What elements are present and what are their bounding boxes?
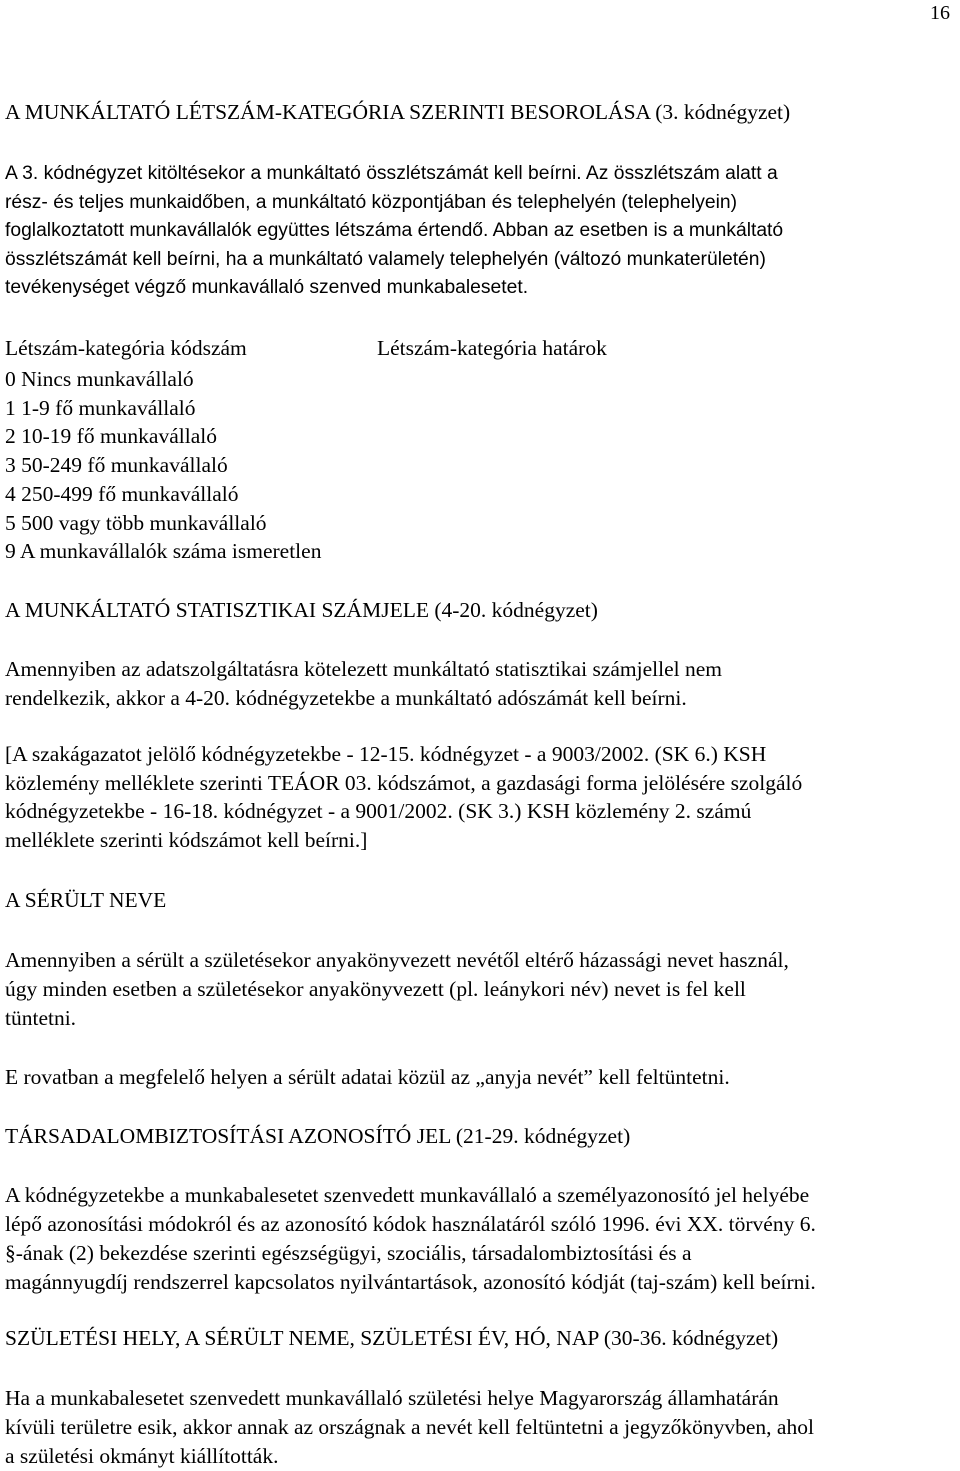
category-item: 0 Nincs munkavállaló [5,367,194,391]
category-item: 5 500 vagy több munkavállaló [5,510,267,535]
paragraph-line: a születési okmányt kiállították. [5,1444,279,1468]
paragraph-line: tevékenységet végző munkavállaló szenved munkabalesetet. [5,277,529,298]
paragraph-line: kívüli területre esik, akkor annak az országnak a nevét kell feltüntetni a jegyzőkönyvben, ahol [5,1415,814,1439]
paragraph-line: Ha a munkabalesetet szenvedett munkavállaló születési helye Magyarország államhatárán [5,1386,779,1410]
category-paragraph [5,160,960,303]
paragraph-line: Amennyiben a sérült a születésekor anyakönyvezett nevétől eltérő házassági nevet használ, [5,948,789,972]
section-heading-name: A SÉRÜLT NEVE [5,888,167,912]
stat-paragraph-1 [5,655,960,712]
paragraph-line: rész- és teljes munkaidőben, a munkáltató központjában és telephelyén (telephelyein) [5,191,738,213]
paragraph-line: [A szakágazatot jelölő kódnégyzetekbe - 12-15. kódnégyzet - a 9003/2002. (SK 6.) KSH [5,742,767,766]
category-item: 3 50-249 fő munkavállaló [5,453,228,478]
paragraph-line: tüntetni. [5,1006,77,1030]
paragraph-line: Amennyiben az adatszolgáltatásra kötelezett munkáltató statisztikai számjellel nem [5,657,722,681]
paragraph-line: rendelkezik, akkor a 4-20. kódnégyzetekbe a munkáltató adószámát kell beírni. [5,685,687,710]
page-number: 16 [930,2,950,24]
paragraph-line: melléklete szerinti kódszámot kell beírni.] [5,827,368,852]
category-item: 2 10-19 fő munkavállaló [5,424,217,449]
paragraph-line: A 3. kódnégyzet kitöltésekor a munkáltató összlétszámát kell beírni. Az összlétszám alatt a [5,163,778,184]
paragraph-line: kódnégyzetekbe - 16-18. kódnégyzet - a 9001/2002. (SK 3.) KSH közlemény 2. számú [5,799,752,823]
paragraph-line: úgy minden esetben a születésekor anyakönyvezett (pl. leánykori név) nevet is fel kell [5,977,746,1001]
name-paragraph-1 [5,946,960,1033]
table-header-code: Létszám-kategória kódszám [5,336,247,360]
section-heading-taj: TÁRSADALOMBIZTOSÍTÁSI AZONOSÍTÓ JEL (21-29. kódnégyzet) [5,1124,631,1148]
paragraph-line: A kódnégyzetekbe a munkabalesetet szenvedett munkavállaló a személyazonosító jel helyébe [5,1183,810,1207]
section-heading-category: A MUNKÁLTATÓ LÉTSZÁM-KATEGÓRIA SZERINTI BESOROLÁSA (3. kódnégyzet) [5,100,791,124]
category-item: 1 1-9 fő munkavállaló [5,395,196,420]
category-list [5,365,960,566]
paragraph-line: lépő azonosítási módokról és az azonosító kódok használatáról szóló 1996. évi XX. törvény 6. [5,1212,816,1236]
paragraph-line: §-ának (2) bekezdése szerinti egészségügyi, szociális, társadalombiztosítási és a [5,1241,692,1265]
paragraph-line: összlétszámát kell beírni, ha a munkáltató valamely telephelyén (változó munkaterületén) [5,248,766,270]
paragraph-line: magánnyugdíj rendszerrel kapcsolatos nyilvántartások, azonosító kódját (taj-szám) kell beírni. [5,1270,816,1294]
taj-paragraph [5,1181,960,1297]
birth-paragraph [5,1384,960,1471]
stat-paragraph-2 [5,740,960,854]
paragraph-line: közlemény melléklete szerinti TEÁOR 03. kódszámot, a gazdasági forma jelölésére szolgáló [5,770,803,795]
category-item: 4 250-499 fő munkavállaló [5,481,239,506]
name-paragraph-2: E rovatban a megfelelő helyen a sérült adatai közül az „anyja nevét” kell feltüntetni. [5,1065,730,1089]
table-header-limits: Létszám-kategória határok [377,336,607,360]
category-item: 9 A munkavállalók száma ismeretlen [5,539,322,564]
section-heading-stat: A MUNKÁLTATÓ STATISZTIKAI SZÁMJELE (4-20. kódnégyzet) [5,598,598,622]
paragraph-line: foglalkoztatott munkavállalók együttes létszáma értendő. Abban az esetben is a munkáltató [5,220,784,241]
section-heading-birth: SZÜLETÉSI HELY, A SÉRÜLT NEME, SZÜLETÉSI ÉV, HÓ, NAP (30-36. kódnégyzet) [5,1326,779,1350]
